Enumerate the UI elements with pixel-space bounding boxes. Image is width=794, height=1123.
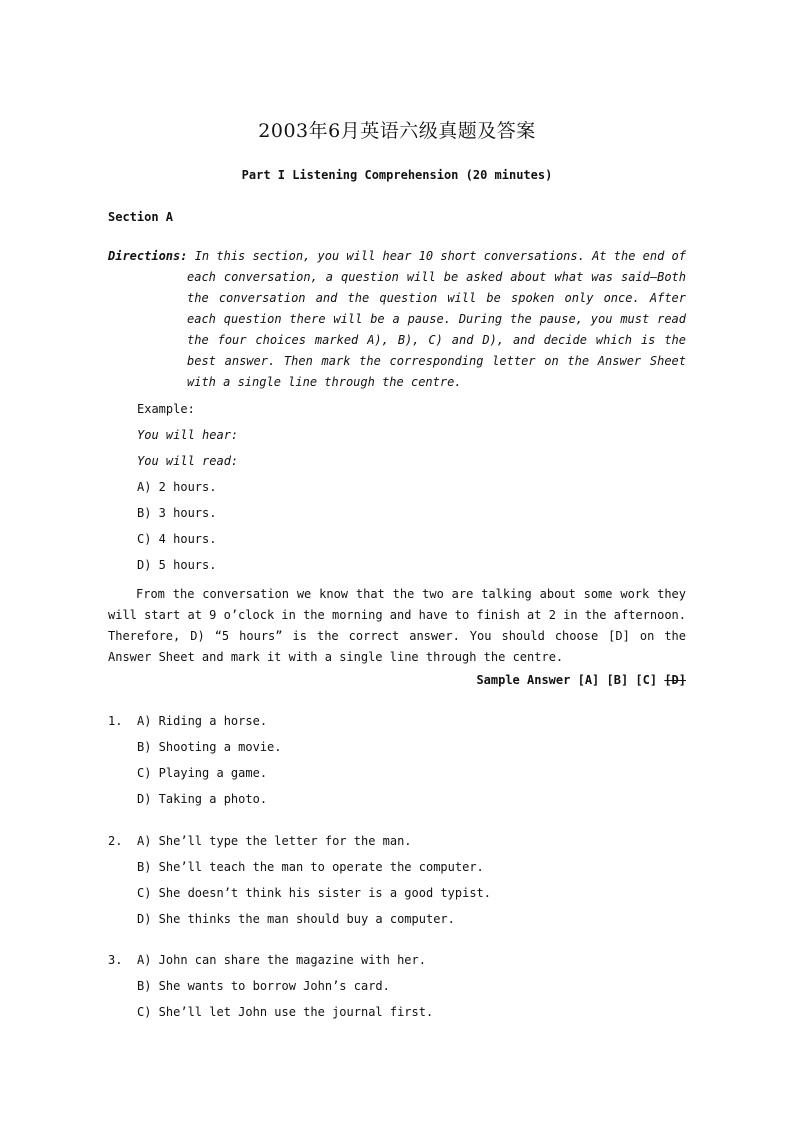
question-option: B) She wants to borrow John’s card.	[137, 979, 390, 993]
question-option: A) John can share the magazine with her.	[137, 953, 426, 967]
example-label: Example:	[137, 402, 195, 416]
example-option-d: D) 5 hours.	[137, 558, 217, 572]
sample-answer-choices: [A] [B] [C]	[577, 673, 658, 687]
example-explanation: From the conversation we know that the two are talking about some work they will start at 9 o’clock in the morning and have to finish at 2 in the afternoon. Therefore, D) “5 hours” is the correct answer. You should choose [D] on the Answer Sheet and mark it with a single line through the centre.	[108, 587, 686, 664]
question-option: A) Riding a horse.	[137, 714, 268, 728]
page-title: 2003年6月英语六级真题及答案	[258, 120, 536, 142]
directions-block	[108, 246, 686, 393]
example-hear: You will hear:	[137, 428, 239, 442]
example-read: You will read:	[137, 454, 239, 468]
example-option-b: B) 3 hours.	[137, 506, 217, 520]
example-option-a: A) 2 hours.	[137, 480, 217, 494]
part-heading: Part I Listening Comprehension (20 minutes)	[241, 168, 553, 182]
directions-text: In this section, you will hear 10 short conversations. At the end of each conversation, a question will be asked about what was said—Both the conversation and the question will be spoken only once. After each question there will be a pause. During the pause, you must read the four choices marked A), B), C) and D), and decide which is the best answer. Then mark the corresponding letter on the Answer Sheet with a single line through the centre.	[187, 249, 686, 389]
question-number: 2.	[108, 834, 123, 848]
question-option: C) She doesn’t think his sister is a good typist.	[137, 886, 492, 900]
question-option: B) She’ll teach the man to operate the computer.	[137, 860, 484, 874]
question-number: 1.	[108, 714, 123, 728]
sample-answer-label: Sample Answer	[476, 673, 571, 687]
question-option: C) She’ll let John use the journal first.	[137, 1005, 434, 1019]
sample-answer	[476, 673, 686, 687]
directions-label: Directions:	[108, 249, 188, 263]
section-heading: Section A	[108, 210, 174, 224]
question-option: C) Playing a game.	[137, 766, 268, 780]
sample-answer-marked: [D]	[664, 673, 686, 687]
question-option: A) She’ll type the letter for the man.	[137, 834, 412, 848]
question-option: D) Taking a photo.	[137, 792, 268, 806]
question-option: D) She thinks the man should buy a computer.	[137, 912, 455, 926]
question-option: B) Shooting a movie.	[137, 740, 282, 754]
question-number: 3.	[108, 953, 123, 967]
example-option-c: C) 4 hours.	[137, 532, 217, 546]
